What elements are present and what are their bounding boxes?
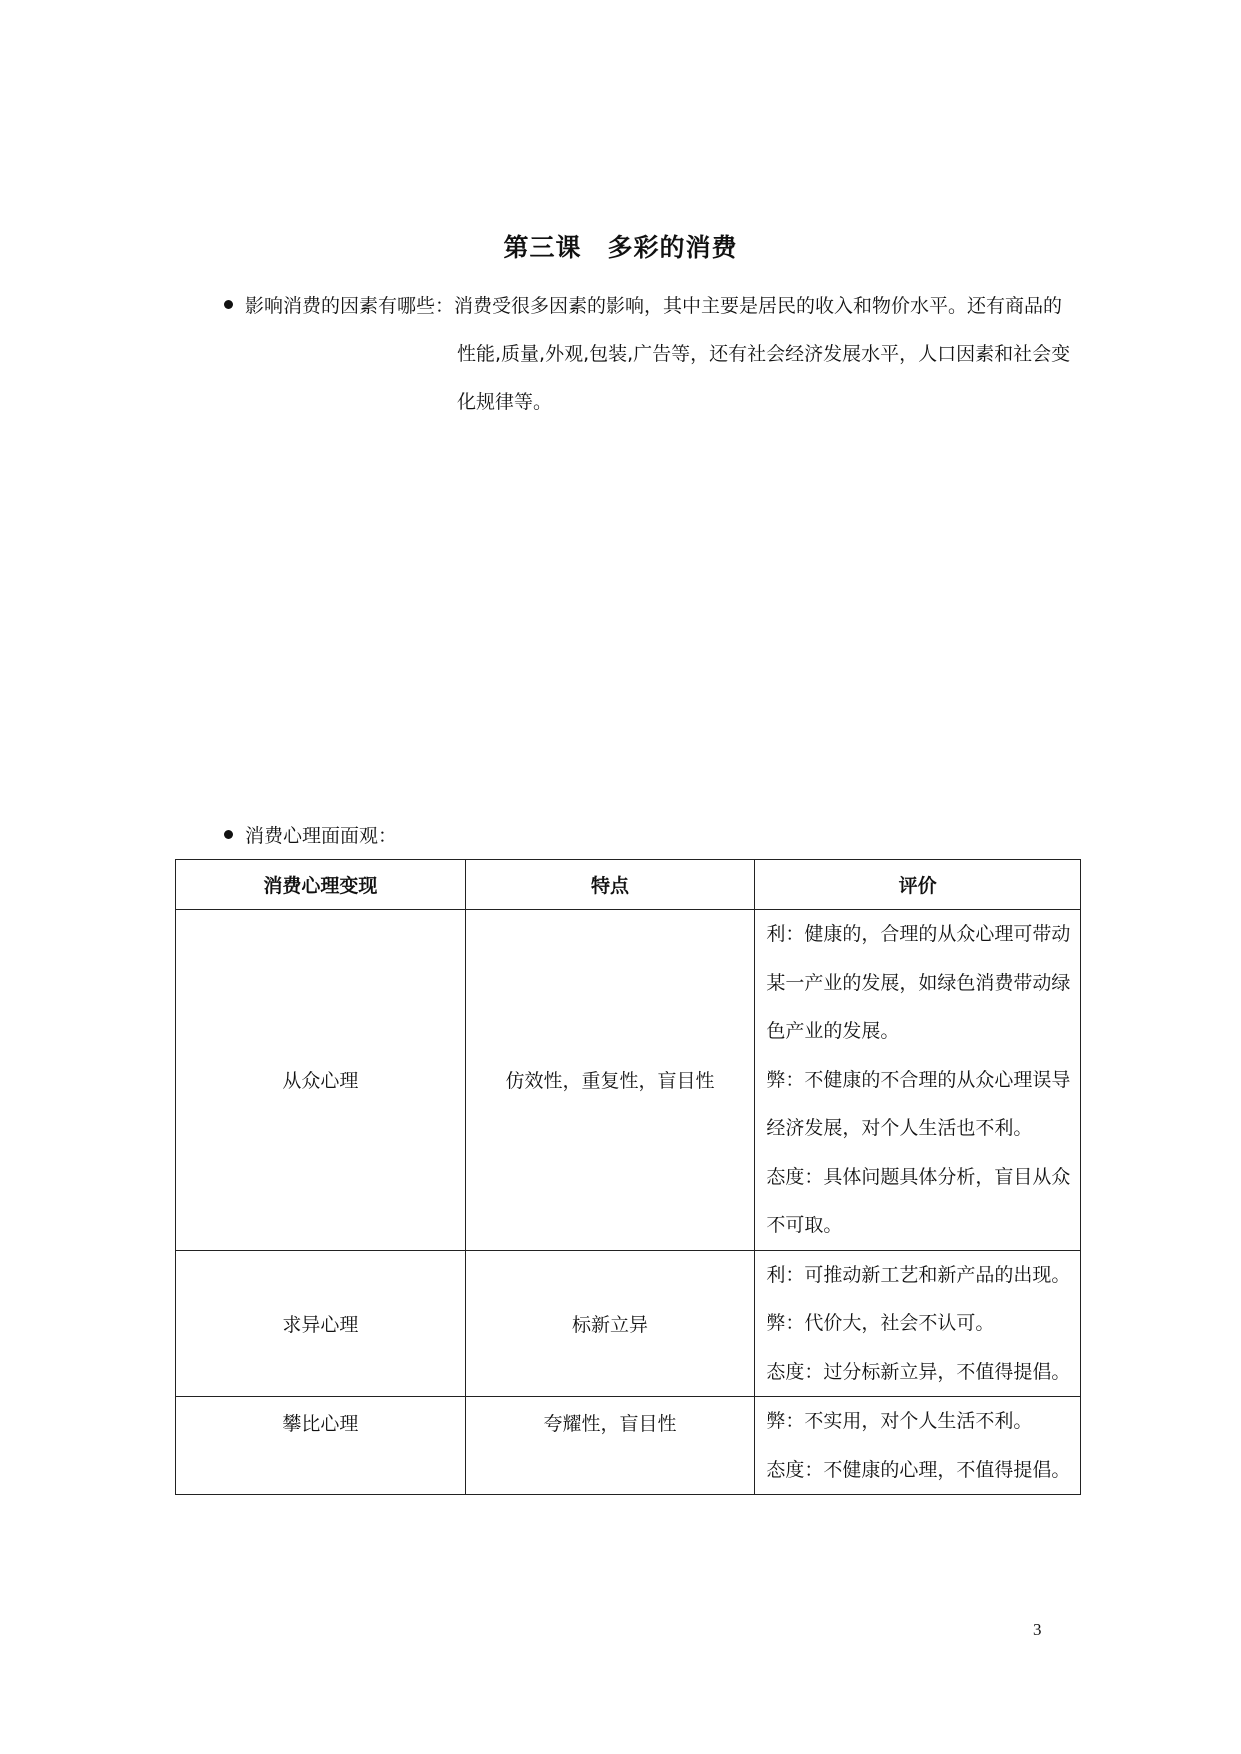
factors-label: 影响消费的因素有哪些： [245,295,455,317]
cell-features: 仿效性，重复性，盲目性 [465,910,755,1251]
evaluation-line: 态度：不健康的心理，不值得提倡。 [766,1458,1071,1481]
evaluation-line: 利：健康的，合理的从众心理可带动 [766,923,1071,945]
bullet-icon [224,830,233,839]
evaluation-line: 不可取。 [766,1214,843,1236]
evaluation-line: 经济发展，对个人生活也不利。 [766,1117,1033,1139]
cell-evaluation [755,910,1081,1251]
table-row [176,910,1081,1251]
evaluation-line: 态度：过分标新立异，不值得提倡。 [766,1360,1071,1383]
cell-features: 标新立异 [465,1250,755,1397]
cell-psychology: 从众心理 [176,910,466,1251]
factors-text-line-1: 消费受很多因素的影响，其中主要是居民的收入和物价水平。还有商品的 [454,295,1063,317]
page-number: 3 [1033,1620,1042,1639]
evaluation-line: 某一产业的发展，如绿色消费带动绿 [766,971,1071,994]
table-row [176,1250,1081,1397]
cell-features: 夸耀性，盲目性 [465,1397,755,1495]
cell-evaluation [755,1250,1081,1397]
cell-evaluation [755,1397,1081,1495]
factors-text-line-2: 性能,质量,外观,包装,广告等，还有社会经济发展水平，人口因素和社会变 [457,343,1071,365]
evaluation-line: 弊：不实用，对个人生活不利。 [766,1410,1033,1432]
header-evaluation: 评价 [755,860,1081,910]
attitudes-heading: 消费心理面面观： [245,825,398,847]
page-title: 第三课 多彩的消费 [503,233,738,262]
consumption-factors-paragraph [224,282,1084,426]
evaluation-line: 弊：代价大，社会不认可。 [766,1312,995,1334]
consumer-psychology-table [175,859,1081,1495]
bullet-icon [224,300,233,309]
evaluation-line: 色产业的发展。 [766,1020,900,1042]
table-header-row [176,860,1081,910]
evaluation-line: 利：可推动新工艺和新产品的出现。 [766,1263,1071,1286]
evaluation-line: 弊：不健康的不合理的从众心理误导 [766,1068,1071,1091]
cell-psychology: 攀比心理 [176,1397,466,1495]
attitudes-heading-row [224,812,397,860]
header-features: 特点 [465,860,755,910]
factors-text-line-3: 化规律等。 [457,391,553,413]
evaluation-line: 态度：具体问题具体分析，盲目从众 [766,1165,1071,1188]
header-psychology: 消费心理变现 [176,860,466,910]
cell-psychology: 求异心理 [176,1250,466,1397]
table-row [176,1397,1081,1495]
